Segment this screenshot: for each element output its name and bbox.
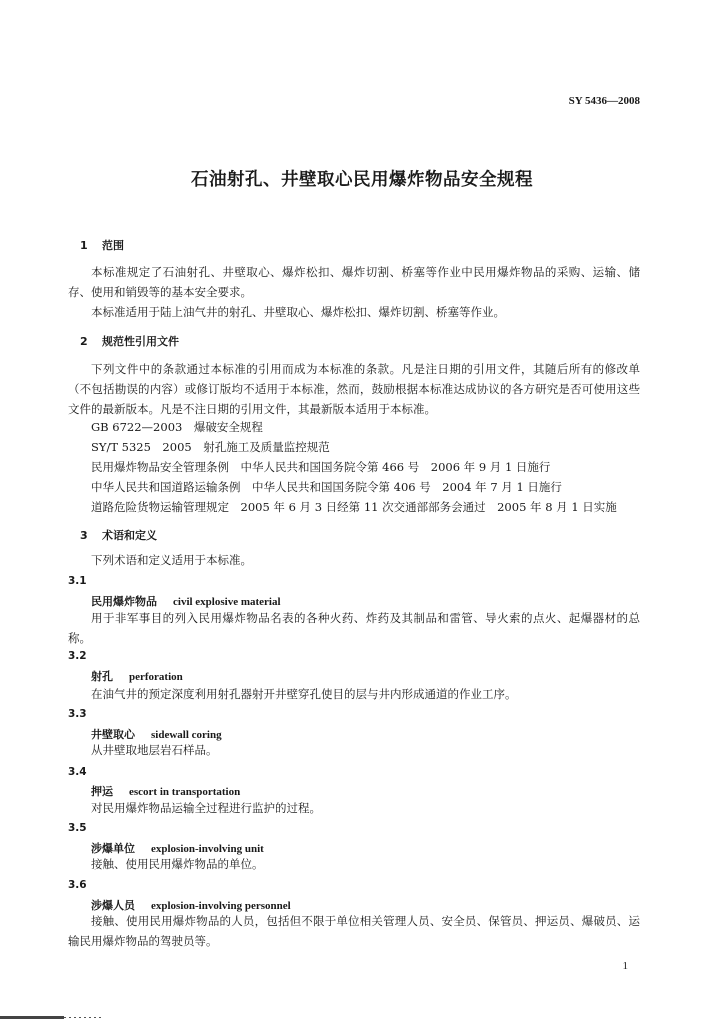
term-definition: 对民用爆炸物品运输全过程进行监护的过程。 [91, 801, 321, 815]
clause-number: 3.3 [68, 708, 87, 720]
reference-item: SY/T 5325 2005 射孔施工及质量监控规范 [91, 440, 330, 454]
term-definition: 接触、使用民用爆炸物品的单位。 [91, 857, 264, 871]
section-number: 1 [80, 239, 88, 252]
section-number: 3 [80, 529, 88, 542]
term-zh: 涉爆单位 [91, 842, 135, 855]
section-1-heading [80, 237, 124, 253]
standard-code: SY 5436—2008 [568, 95, 640, 107]
section-number: 2 [80, 335, 88, 348]
reference-item: GB 6722—2003 爆破安全规程 [91, 420, 263, 434]
page-number: 1 [622, 960, 628, 972]
term-en: explosion-involving unit [151, 843, 264, 855]
term-en: perforation [129, 671, 183, 683]
clause-number: 3.5 [68, 822, 87, 834]
term-zh: 涉爆人员 [91, 899, 135, 912]
section-title: 范围 [102, 239, 124, 252]
clause-number: 3.1 [68, 575, 87, 587]
term-en: civil explosive material [173, 596, 281, 608]
section-2-paragraph: 下列文件中的条款通过本标准的引用而成为本标准的条款。凡是注日期的引用文件，其随后所有的修改单（不包括勘误的内容）或修订版均不适用于本标准，然而，鼓励根据本标准达成协议的各方研究是否可使用这些文件的最新版本。凡是不注日期的引用文件，其最新版本适用于本标准。 [68, 362, 640, 416]
scan-artifact [0, 1016, 64, 1019]
section-3-heading [80, 527, 157, 543]
term-heading [91, 783, 240, 799]
term-zh: 民用爆炸物品 [91, 595, 157, 608]
document-title: 石油射孔、井壁取心民用爆炸物品安全规程 [191, 170, 533, 190]
term-en: explosion-involving personnel [151, 900, 291, 912]
section-title: 术语和定义 [102, 529, 157, 542]
section-1-paragraph-2: 本标准适用于陆上油气井的射孔、井壁取心、爆炸松扣、爆炸切割、桥塞等作业。 [91, 305, 505, 319]
term-en: sidewall coring [151, 729, 222, 741]
section-title: 规范性引用文件 [102, 335, 179, 348]
clause-number: 3.4 [68, 766, 87, 778]
reference-item: 民用爆炸物品安全管理条例 中华人民共和国国务院令第 466 号 2006 年 9 月 1 日施行 [91, 460, 551, 474]
term-definition: 用于非军事目的列入民用爆炸物品名表的各种火药、炸药及其制品和雷管、导火索的点火、起爆器材的总称。 [68, 611, 640, 645]
section-2-heading [80, 333, 179, 349]
term-heading [91, 668, 183, 684]
clause-number: 3.6 [68, 879, 87, 891]
term-zh: 射孔 [91, 670, 113, 683]
term-definition: 从井壁取地层岩石样品。 [91, 743, 218, 757]
term-zh: 押运 [91, 785, 113, 798]
section-1-paragraph-1: 本标准规定了石油射孔、井壁取心、爆炸松扣、爆炸切割、桥塞等作业中民用爆炸物品的采购、运输、储存、使用和销毁等的基本安全要求。 [68, 265, 640, 299]
term-heading [91, 593, 281, 609]
section-3-intro: 下列术语和定义适用于本标准。 [91, 553, 252, 567]
term-definition: 接触、使用民用爆炸物品的人员，包括但不限于单位相关管理人员、安全员、保管员、押运员、爆破员、运输民用爆炸物品的驾驶员等。 [68, 914, 640, 948]
term-zh: 井壁取心 [91, 728, 135, 741]
reference-item: 中华人民共和国道路运输条例 中华人民共和国国务院令第 406 号 2004 年 7 月 1 日施行 [91, 480, 562, 494]
term-definition: 在油气井的预定深度利用射孔器射开井壁穿孔使目的层与井内形成通道的作业工序。 [91, 687, 517, 701]
scan-artifact [64, 1017, 104, 1018]
clause-number: 3.2 [68, 650, 87, 662]
term-en: escort in transportation [129, 786, 241, 798]
reference-item: 道路危险货物运输管理规定 2005 年 6 月 3 日经第 11 次交通部部务会通过 2005 年 8 月 1 日实施 [91, 500, 617, 514]
